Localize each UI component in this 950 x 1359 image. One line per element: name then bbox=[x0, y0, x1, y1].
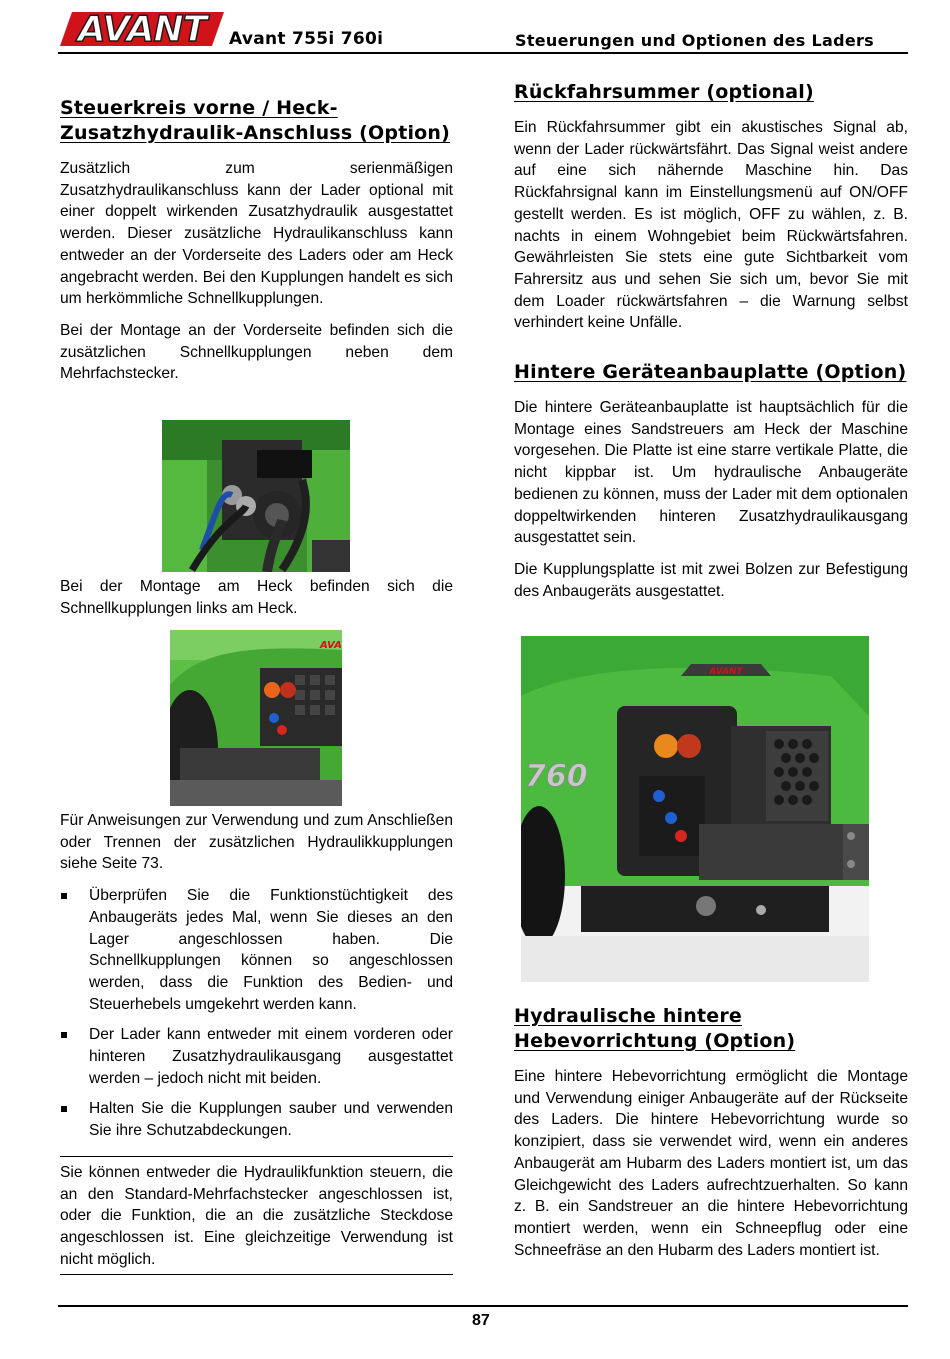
paragraph-coupling-plate: Die Kupplungsplatte ist mit zwei Bolzen zur Befestigung des Anbaugeräts ausgestattet. bbox=[514, 560, 908, 600]
paragraph-instructions-ref: Für Anweisungen zur Verwendung und zum Anschließen oder Trennen der zusätzlichen Hydraulikkupplungen siehe Seite 73. bbox=[60, 812, 453, 873]
svg-text:AVANT: AVANT bbox=[77, 9, 207, 48]
photo-rear-couplings bbox=[170, 630, 342, 806]
bullet-marker bbox=[61, 1106, 67, 1112]
paragraph-front-mount: Bei der Montage an der Vorderseite befinden sich die zusätzlichen Schnellkupplungen neben dem Mehrfachstecker. bbox=[60, 321, 453, 383]
bullet-item bbox=[60, 885, 453, 1015]
photo-rear-mounting-plate bbox=[521, 636, 869, 982]
left-column bbox=[60, 96, 453, 385]
right-column bbox=[514, 80, 908, 602]
heading-rear-lifting-device: Hydraulische hintere Hebevorrichtung (Option) bbox=[514, 1005, 796, 1052]
footer-divider bbox=[58, 1305, 908, 1307]
note-text: Sie können entweder die Hydraulikfunktion steuern, die an den Standard-Mehrfachstecker angeschlossen ist, oder die Funktion, die an die zusätzliche Steckdose angeschlossen ist. Eine gleichzeitige Verwendung ist nicht möglich. bbox=[60, 1163, 453, 1268]
header-divider bbox=[58, 52, 908, 54]
photo-front-couplings bbox=[162, 420, 350, 572]
bullet-marker bbox=[61, 893, 67, 899]
bullet-text: Der Lader kann entweder mit einem vorderen oder hinteren Zusatzhydraulikausgang ausgestattet werden – jedoch nicht mit beiden. bbox=[89, 1026, 453, 1087]
paragraph-intro: Zusätzlich zum serienmäßigen Zusatzhydraulikanschluss kann der Lader optional mit einer doppelt wirkenden Zusatzhydraulik ausgestattet werden. Dieser zusätzliche Hydraulikanschluss kann entweder an der Vorderseite des Laders oder am Heck angebracht werden. Bei den Kupplungen handelt es sich um herkömmliche Schnellkupplungen. bbox=[60, 160, 453, 308]
bullet-marker bbox=[61, 1032, 67, 1038]
paragraph-rear-mounting-plate: Die hintere Geräteanbauplatte ist hauptsächlich für die Montage eines Sandstreuers am Heck der Maschine vorgesehen. Die Platte ist eine starre vertikale Platte, die nicht kippbar ist. Um hydraulische Anbaugeräte bedienen zu können, muss der Lader mit dem optionalen doppeltwirkenden hinteren Zusatzhydraulikausgang ausgestattet sein. bbox=[514, 399, 908, 547]
note-box bbox=[60, 1156, 453, 1276]
bullet-item bbox=[60, 1024, 453, 1089]
bullet-text: Halten Sie die Kupplungen sauber und verwenden Sie ihre Schutzabdeckungen. bbox=[89, 1100, 453, 1140]
bullet-list bbox=[60, 885, 453, 1142]
bullet-item bbox=[60, 1098, 453, 1141]
bullet-text: Überprüfen Sie die Funktionstüchtigkeit des Anbaugeräts jedes Mal, wenn Sie dieses an den Lager angeschlossen haben. Die Schnellkupplungen können so angeschlossen werden, dass die Funktion des Bedien- und Steuerhebels umgekehrt werden kann. bbox=[89, 887, 453, 1013]
svg-text:AVANT: AVANT bbox=[709, 667, 743, 677]
header-model: Avant 755i 760i bbox=[229, 29, 384, 49]
photo-model-label: 760 bbox=[525, 759, 588, 794]
paragraph-reverse-buzzer: Ein Rückfahrsummer gibt ein akustisches Signal ab, wenn der Lader rückwärtsfährt. Das Signal weist andere auf eine sich nähernde Maschine hin. Das Rückfahrsignal kann im Einstellungsmenü auf ON/OFF gestellt werden. Es ist möglich, OFF zu wählen, z. B. nachts in einem Wohngebiet beim Rückwärtsfahren. Gewährleisten Sie stets eine gute Sichtbarkeit vom Fahrersitz aus und sehen Sie sich um, bevor Sie mit dem Loader rückwärtsfahren – die Warnung selbst verhindert keine Unfälle. bbox=[514, 119, 908, 332]
heading-reverse-buzzer: Rückfahrsummer (optional) bbox=[514, 81, 814, 103]
right-column-lower bbox=[514, 1004, 908, 1261]
heading-rear-mounting-plate: Hintere Geräteanbauplatte (Option) bbox=[514, 361, 907, 384]
paragraph-rear-lifting-device: Eine hintere Hebevorrichtung ermöglicht die Montage und Verwendung einiger Anbaugeräte auf der Rückseite des Laders. Die hintere Hebevorrichtung wurde so konzipiert, dass sie verwendet wird, wenn ein anderes Anbaugerät am Hubarm des Laders montiert ist, um das Gleichgewicht des Laders aufrechtzuerhalten. So kann z. B. ein Sandstreuer an die hintere Hebevorrichtung montiert werden, wenn ein Schneepflug oder eine Schneefräse an den Hubarm des Laders montiert ist. bbox=[514, 1068, 908, 1259]
svg-text:AVA: AVA bbox=[320, 640, 342, 651]
header-section-title: Steuerungen und Optionen des Laders bbox=[515, 31, 874, 50]
heading-auxiliary-hydraulics: Steuerkreis vorne / Heck-Zusatzhydraulik-Anschluss (Option) bbox=[60, 97, 451, 144]
page-number: 87 bbox=[472, 1312, 490, 1329]
avant-logo bbox=[58, 8, 226, 48]
left-column-mid bbox=[60, 576, 453, 619]
paragraph-rear-mount: Bei der Montage am Heck befinden sich die Schnellkupplungen links am Heck. bbox=[60, 578, 453, 617]
left-column-lower bbox=[60, 810, 453, 1275]
